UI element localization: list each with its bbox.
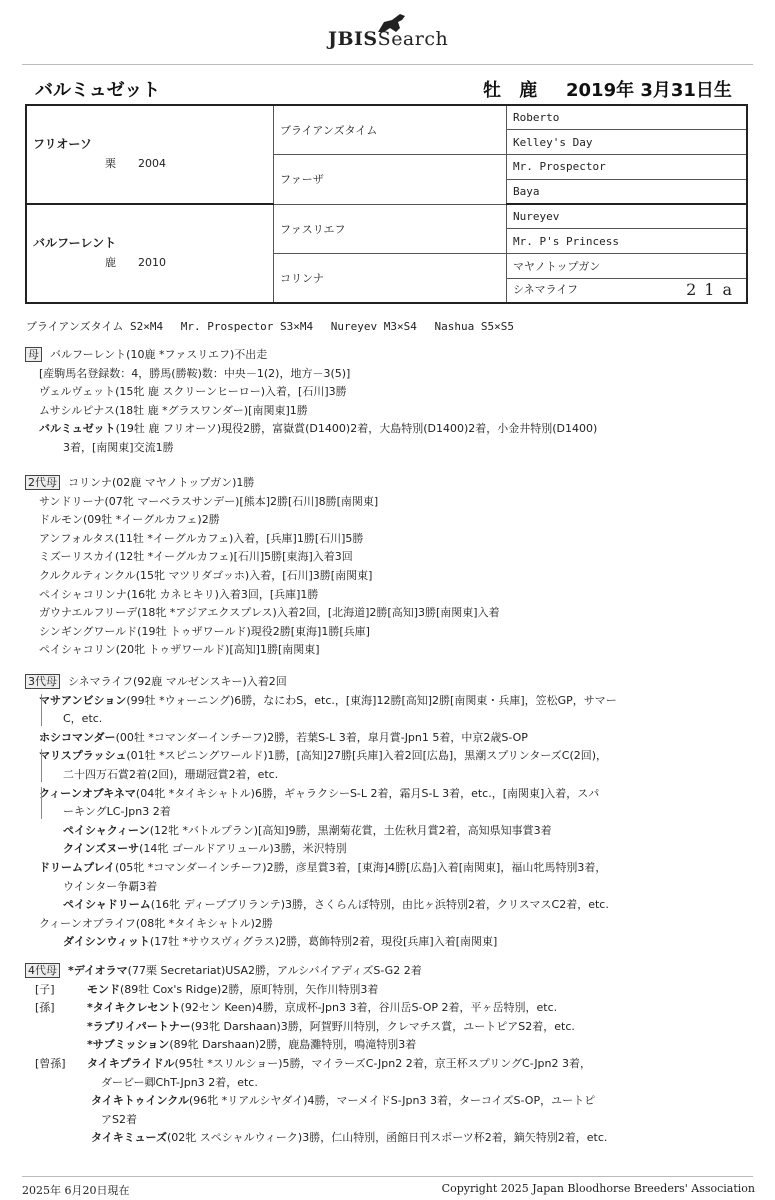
- dam-cell: [26, 204, 274, 303]
- horse-sex-color: 牡 鹿: [483, 80, 544, 101]
- progeny-line-cont: 3着，[南関東]交流1勝: [63, 440, 174, 454]
- progeny-line-cont: ーキングLC-Jpn3 2着: [63, 805, 171, 819]
- dam-line: シネマライフ(92鹿 マルゼンスキー)入着2回: [68, 675, 287, 688]
- section-second-dam: [25, 474, 755, 660]
- jbis-logo: [328, 10, 468, 56]
- section-fourth-dam: 4代母 *デイオラマ(77栗 Secretariat)USA2勝，アルシバイアディズS-G2 2着 [子] モンド(89牡 Cox's Ridge)2勝，原町特別，矢作川特別3着 [孫] *タイキクレセント(92セン Keen)4勝，京成杯-Jpn3 3着，谷川岳S-OP 2着，平ヶ岳特別，etc. *ラブリイパートナー(93牝 Darshaan)3勝，阿賀野川特別，クレマチス賞，ユートピアS2着，etc. *サブミッション(89牝 Darshaan)2勝，鹿島灘特別，鳴滝特別3着 [曾孫] タイキプライドル(95牡 *スリルショー)5勝，マイラーズC-Jpn2 2着，京王杯スプリングC-Jpn2 3着， ダービー卿ChT-Jpn3 2着，etc. タイキトゥインクル(96牝 *リアルシヤダイ)4勝，マーメイドS-Jpn3 3着，ターコイズS-OP，ユートピ アS2着 タイキミューズ(02牝 スペシャルウィーク)3勝，仁山特別，函館日刊スポーツ杯2着，鏑矢特別2着，etc.: [25, 962, 755, 1148]
- progeny-line: ペイシャコリン(20牝 トゥザワールド)[高知]1勝[南関東]: [39, 643, 320, 657]
- section-dam: [25, 346, 755, 458]
- progeny-line: ガウナエルフリーデ(18牝 *アジアエクスプレス)入着2回，[北海道]2勝[高知]3勝[南関東]入着: [39, 606, 500, 620]
- g3-ancestor: Kelley's Day: [507, 130, 748, 155]
- dam-color: 鹿: [105, 255, 116, 269]
- progeny-line: *ラブリイパートナー(93牝 Darshaan)3勝，阿賀野川特別，クレマチス賞，ユートピアS2着，etc.: [87, 1019, 575, 1033]
- progeny-line: マサアンビション(99牡 *ウォーニング)6勝，なにわS，etc.，[東海]12勝[高知]2勝[南関東・兵庫]，笠松GP，サマー: [25, 692, 755, 711]
- progeny-line: *サブミッション(89牝 Darshaan)2勝，鹿島灘特別，鳴滝特別3着: [87, 1038, 417, 1052]
- logo-jbis: JBIS: [328, 28, 378, 50]
- family-code: 21a: [686, 280, 740, 300]
- progeny-line: [子] モンド(89牡 Cox's Ridge)2勝，原町特別，矢作川特別3着: [25, 981, 755, 1000]
- progeny-line-cont: ダービー卿ChT-Jpn3 2着，etc.: [101, 1075, 258, 1089]
- progeny-line: ペイシャコリンナ(16牝 カネヒキリ)入着3回，[兵庫]1勝: [39, 587, 319, 601]
- section-tag: 3代母: [25, 674, 60, 689]
- g3-ancestor: Nureyev: [507, 204, 748, 229]
- progeny-line: ムサシルピナス(18牡 鹿 *グラスワンダー)[南関東]1勝: [39, 403, 308, 417]
- progeny-line: ペイシャドリーム(16牝 ディープブリランテ)3勝，さくらんぼ特別，由比ヶ浜特別2着，クリスマスC2着，etc.: [63, 898, 609, 912]
- copyright: Copyright 2025 Japan Bloodhorse Breeders' Association: [441, 1182, 755, 1195]
- section-tag: 2代母: [25, 475, 60, 490]
- progeny-line: ドルモン(09牡 *イーグルカフェ)2勝: [39, 513, 220, 527]
- dam-sire: ファスリエフ: [274, 204, 507, 254]
- relation-child: [子]: [35, 982, 55, 996]
- pedigree-table: [25, 104, 748, 304]
- progeny-line: ヴェルヴェット(15牝 鹿 スクリーンヒーロー)入着，[石川]3勝: [39, 385, 347, 399]
- sire-sire: ブライアンズタイム: [274, 105, 507, 155]
- inbreeding-line: ブライアンズタイム S2×M4 Mr. Prospector S3×M4 Nureyev M3×S4 Nashua S5×S5: [26, 320, 514, 333]
- progeny-line: ダイシンウィット(17牡 *サウスヴィグラス)2勝，葛飾特別2着，現役[兵庫]入着[南関東]: [63, 935, 498, 949]
- section-tag: 母: [25, 347, 42, 362]
- dam-name: バルフーレント: [33, 235, 117, 250]
- g3-ancestor: Mr. P's Princess: [507, 229, 748, 254]
- logo-search: Search: [377, 28, 449, 50]
- as-of-date: 2025年 6月20日現在: [22, 1184, 130, 1197]
- dam-year: 2010: [138, 255, 166, 269]
- progeny-line: バルミュゼット(19牡 鹿 フリオーソ)現役2勝，富嶽賞(D1400)2着，大島特別(D1400)2着，小金井特別(D1400): [39, 422, 598, 436]
- section-third-dam: [25, 673, 755, 952]
- subject-horse-name: バルミュゼット: [39, 422, 116, 436]
- progeny-line-cont: 二十四万石賞2着(2回)，珊瑚冠賞2着，etc.: [63, 767, 279, 781]
- sire-name: フリオーソ: [33, 136, 92, 151]
- sire-dam: ファーザ: [274, 155, 507, 205]
- sire-cell: [26, 105, 274, 204]
- g3-ancestor: Mr. Prospector: [507, 155, 748, 180]
- horse-birthdate: 2019年 3月31日生: [566, 80, 732, 101]
- dam-dam: コリンナ: [274, 254, 507, 304]
- progeny-line: クルクルティンクル(15牝 マツリダゴッホ)入着，[石川]3勝[南関東]: [39, 568, 373, 582]
- progeny-line: タイキトゥインクル(96牝 *リアルシヤダイ)4勝，マーメイドS-Jpn3 3着，ターコイズS-OP，ユートピ: [91, 1094, 596, 1108]
- header-divider: [22, 64, 753, 65]
- progeny-line: ペイシャクィーン(12牝 *バトルプラン)[高知]9勝，黒潮菊花賞，土佐秋月賞2着，高知県知事賞3着: [63, 823, 552, 837]
- section-tag: 4代母: [25, 963, 60, 978]
- progeny-summary: [産駒馬名登録数：4，勝馬(勝鞍)数：中央－1(2)，地方－3(5)]: [39, 366, 351, 380]
- g3-ancestor-name: シネマライフ: [513, 283, 579, 297]
- progeny-line: アンフォルタス(11牡 *イーグルカフェ)入着，[兵庫]1勝[石川]5勝: [39, 531, 364, 545]
- progeny-line: [曾孫] タイキプライドル(95牡 *スリルショー)5勝，マイラーズC-Jpn2 2着，京王杯スプリングC-Jpn2 3着，: [25, 1055, 755, 1074]
- dam-line: コリンナ(02鹿 マヤノトップガン)1勝: [68, 476, 255, 489]
- progeny-line: シンギングワールド(19牡 トゥザワールド)現役2勝[東海]1勝[兵庫]: [39, 624, 370, 638]
- sire-color: 栗: [105, 156, 116, 170]
- progeny-line: サンドリーナ(07牝 マーベラスサンデー)[熊本]2勝[石川]8勝[南関東]: [39, 494, 379, 508]
- progeny-line: ホシコマンダー(00牡 *コマンダーインチーフ)2勝，若葉S-L 3着，皐月賞-Jpn1 5着，中京2歳S-OP: [39, 730, 528, 744]
- relation-grandchild: [孫]: [35, 1001, 55, 1015]
- g3-ancestor: Baya: [507, 179, 748, 204]
- relation-great-grandchild: [曾孫]: [35, 1056, 66, 1070]
- footer-divider: [22, 1176, 753, 1177]
- progeny-line: ミズーリスカイ(12牡 *イーグルカフェ)[石川]5勝[東海]入着3回: [39, 550, 353, 564]
- progeny-line: [孫] *タイキクレセント(92セン Keen)4勝，京成杯-Jpn3 3着，谷川岳S-OP 2着，平ヶ岳特別，etc.: [25, 999, 755, 1018]
- g3-ancestor: [507, 278, 748, 303]
- progeny-line: クィーンオブキネマ(04牝 *タイキシャトル)6勝，ギャラクシーS-L 2着，霜月S-L 3着，etc.，[南関東]入着，スパ: [25, 785, 755, 804]
- progeny-line-cont: C，etc.: [63, 712, 103, 726]
- progeny-line: クィーンオブライフ(08牝 *タイキシャトル)2勝: [39, 916, 273, 930]
- dam-line: バルフーレント(10鹿 *ファスリエフ)不出走: [50, 348, 268, 361]
- horse-name: バルミュゼット: [35, 80, 161, 101]
- progeny-line-cont: アS2着: [101, 1112, 137, 1126]
- sire-year: 2004: [138, 156, 166, 170]
- progeny-line: クインズヌーサ(14牝 ゴールドアリュール)3勝，米沢特別: [63, 842, 347, 856]
- progeny-line: マリスプラッシュ(01牡 *スピニングワールド)1勝，[高知]27勝[兵庫]入着2回[広島]，黒潮スプリンターズC(2回)，: [25, 747, 755, 766]
- g3-ancestor: Roberto: [507, 105, 748, 130]
- progeny-line-cont: ウインター争覇3着: [63, 879, 158, 893]
- progeny-line: タイキミューズ(02牝 スペシャルウィーク)3勝，仁山特別，函館日刊スポーツ杯2着，鏑矢特別2着，etc.: [91, 1131, 608, 1145]
- progeny-line: ドリームプレイ(05牝 *コマンダーインチーフ)2勝，彦星賞3着，[東海]4勝[広島]入着[南関東]，福山牝馬特別3着，: [39, 860, 607, 874]
- g3-ancestor: マヤノトップガン: [507, 254, 748, 279]
